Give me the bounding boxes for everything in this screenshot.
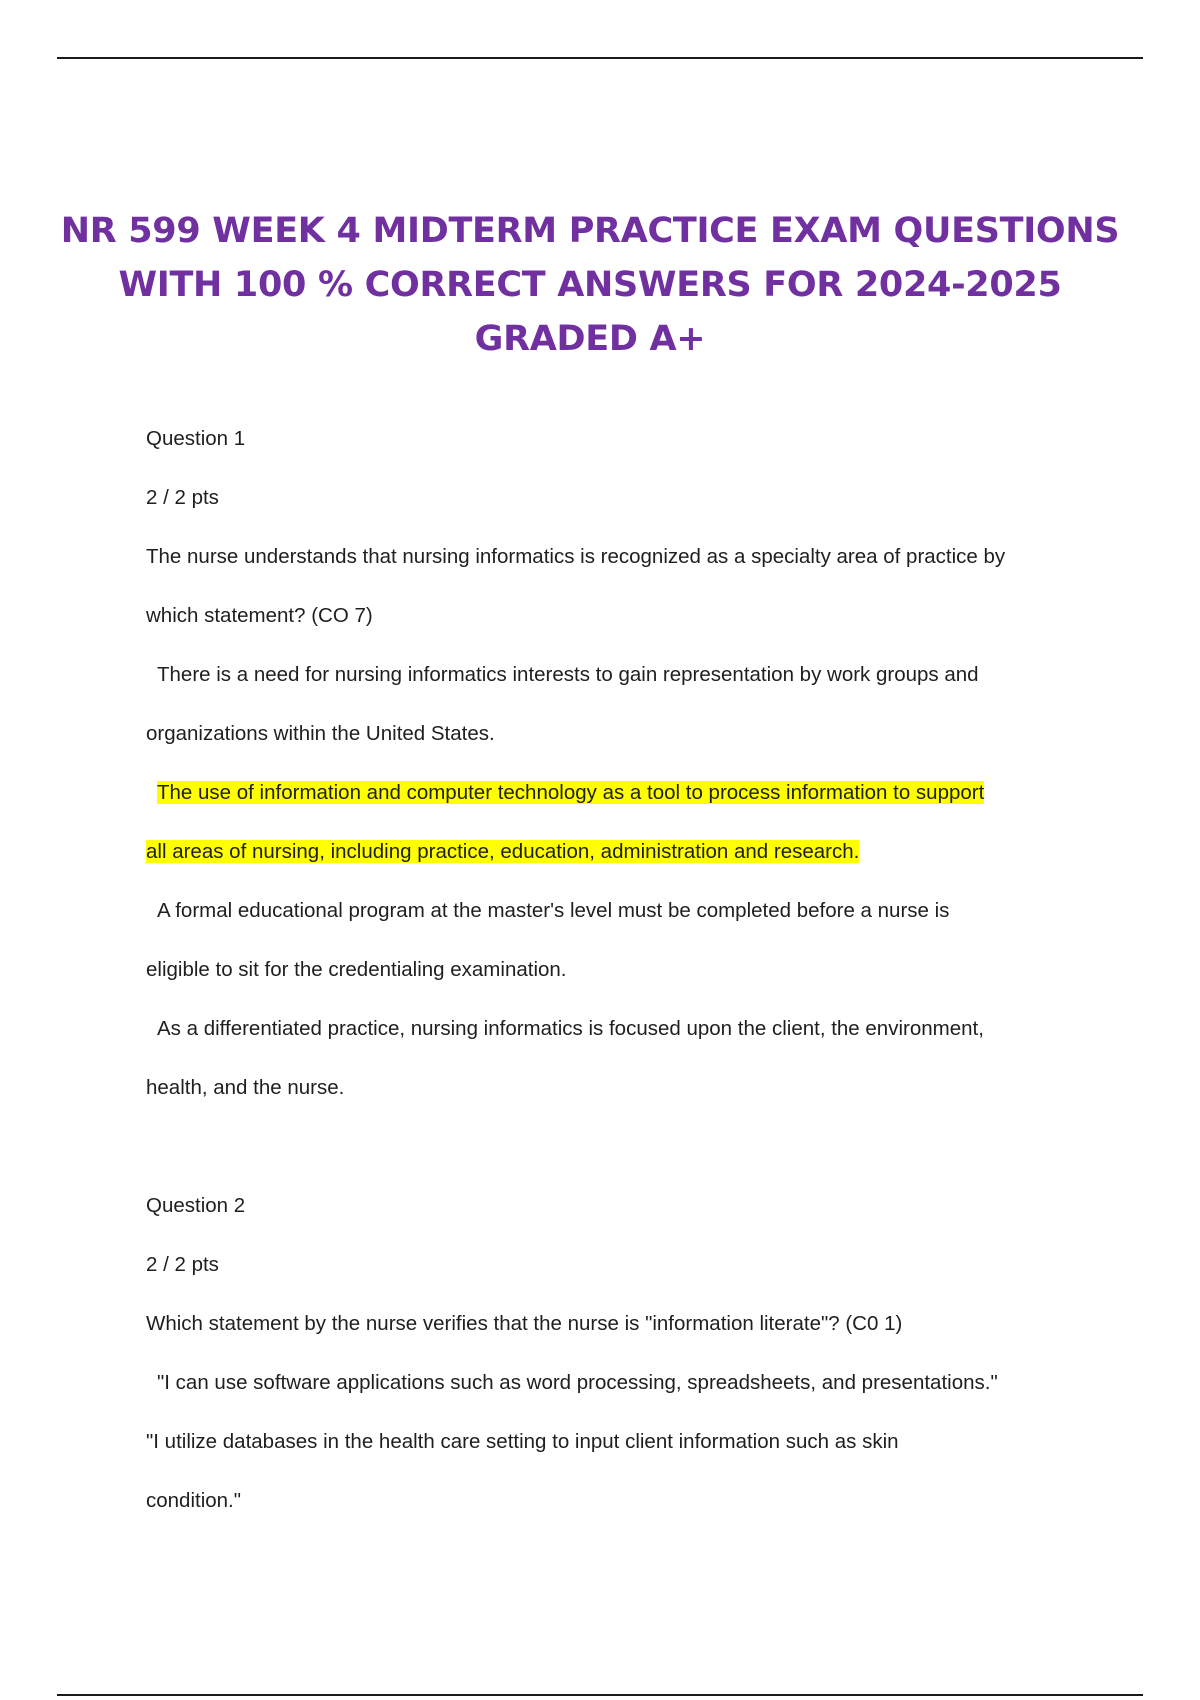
answer-option-line: A formal educational program at the master's level must be completed before a nurse is (157, 899, 950, 922)
answer-option-1 (146, 1362, 1096, 1421)
answer-option-line: condition." (146, 1489, 242, 1512)
answer-option-line: There is a need for nursing informatics interests to gain representation by work groups and (157, 663, 979, 686)
document-title (40, 204, 1140, 366)
answer-option-3 (146, 890, 1096, 1008)
answer-option-1 (146, 654, 1096, 772)
top-rule (57, 57, 1143, 59)
answer-option-4 (146, 1008, 1096, 1126)
question-stem-line-2: which statement? (CO 7) (146, 604, 373, 627)
document-body (146, 418, 1096, 1539)
question-spacer (146, 1126, 1096, 1185)
answer-option-line: organizations within the United States. (146, 722, 495, 745)
bottom-rule (57, 1694, 1143, 1696)
answer-option-line: health, and the nurse. (146, 1076, 345, 1099)
answer-option-line: "I utilize databases in the health care setting to input client information such as skin (146, 1430, 899, 1453)
highlighted-answer-line: all areas of nursing, including practice, education, administration and research. (146, 840, 860, 863)
question-points: 2 / 2 pts (146, 1253, 219, 1276)
question-1 (146, 418, 1096, 1126)
answer-option-line: As a differentiated practice, nursing informatics is focused upon the client, the environment, (157, 1017, 984, 1040)
question-stem-line-1: Which statement by the nurse verifies that the nurse is "information literate"? (C0 1) (146, 1312, 903, 1335)
question-label: Question 1 (146, 427, 246, 450)
answer-option-line: eligible to sit for the credentialing examination. (146, 958, 567, 981)
question-label: Question 2 (146, 1194, 246, 1217)
answer-option-2 (146, 1421, 1096, 1539)
title-line-2: WITH 100 % CORRECT ANSWERS FOR 2024-2025 (118, 265, 1062, 305)
question-stem-line-1: The nurse understands that nursing informatics is recognized as a specialty area of practice by (146, 545, 1006, 568)
title-line-1: NR 599 WEEK 4 MIDTERM PRACTICE EXAM QUESTIONS (60, 211, 1120, 251)
answer-option-line: "I can use software applications such as word processing, spreadsheets, and presentations." (157, 1371, 998, 1394)
highlighted-answer-line: The use of information and computer technology as a tool to process information to support (157, 781, 985, 804)
question-2 (146, 1185, 1096, 1539)
question-points: 2 / 2 pts (146, 486, 219, 509)
answer-option-2-correct (146, 772, 1096, 890)
title-line-3: GRADED A+ (474, 319, 706, 359)
